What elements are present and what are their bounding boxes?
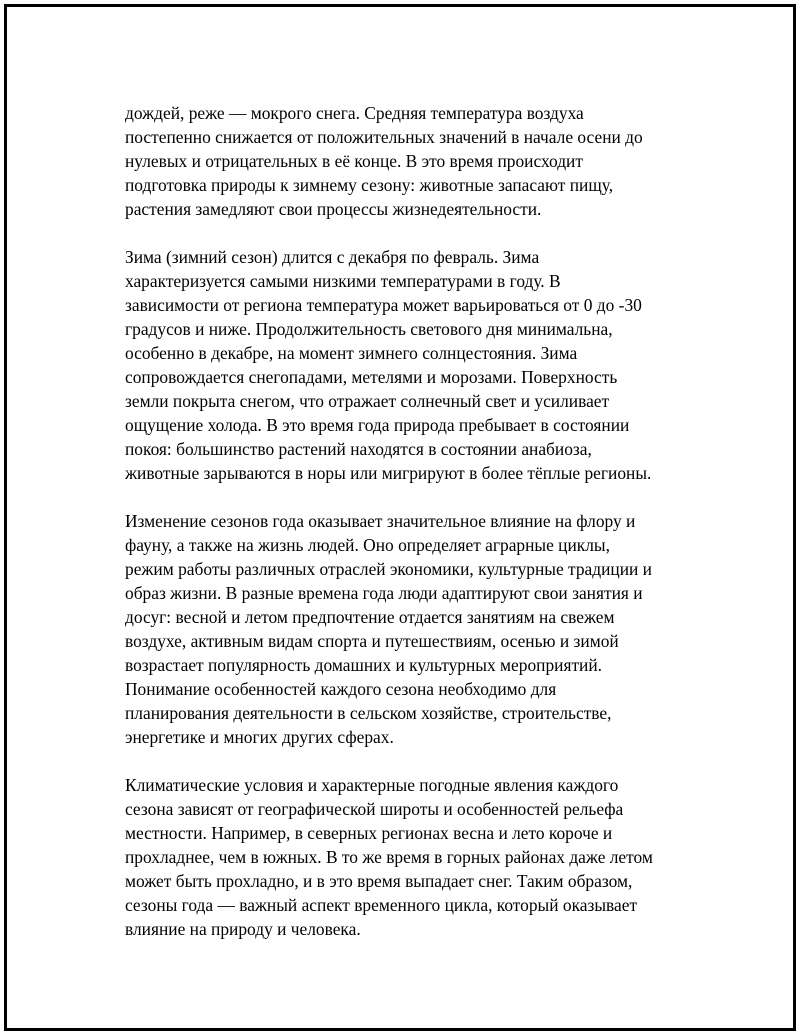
text-line: Климатические условия и характерные погодные явления каждого bbox=[125, 775, 619, 795]
text-line: энергетике и многих других сферах. bbox=[125, 727, 394, 747]
page-frame bbox=[4, 4, 796, 1031]
text-line: подготовка природы к зимнему сезону: животные запасают пищу, bbox=[125, 175, 614, 195]
paragraph-season-influence bbox=[125, 509, 725, 749]
text-line: характеризуется самыми низкими температурами в году. В bbox=[125, 271, 561, 291]
paragraph-climate bbox=[125, 773, 725, 941]
text-line: зависимости от региона температура может варьироваться от 0 до -30 bbox=[125, 295, 642, 315]
text-line: воздухе, активным видам спорта и путешествиям, осенью и зимой bbox=[125, 631, 619, 651]
text-column bbox=[125, 101, 725, 965]
text-line: режим работы различных отраслей экономики, культурные традиции и bbox=[125, 559, 652, 579]
text-line: Зима (зимний сезон) длится с декабря по февраль. Зима bbox=[125, 247, 540, 267]
text-line: местности. Например, в северных регионах весна и лето короче и bbox=[125, 823, 613, 843]
text-line: нулевых и отрицательных в её конце. В это время происходит bbox=[125, 151, 583, 171]
text-line: прохладнее, чем в южных. В то же время в горных районах даже летом bbox=[125, 847, 653, 867]
paragraph-autumn-end bbox=[125, 101, 725, 221]
text-line: растения замедляют свои процессы жизнедеятельности. bbox=[125, 199, 542, 219]
text-line: фауну, а также на жизнь людей. Оно определяет аграрные циклы, bbox=[125, 535, 610, 555]
paragraph-winter bbox=[125, 245, 725, 485]
text-line: Понимание особенностей каждого сезона необходимо для bbox=[125, 679, 557, 699]
text-line: земли покрыта снегом, что отражает солнечный свет и усиливает bbox=[125, 391, 610, 411]
text-line: планирования деятельности в сельском хозяйстве, строительстве, bbox=[125, 703, 612, 723]
text-line: может быть прохладно, и в это время выпадает снег. Таким образом, bbox=[125, 871, 633, 891]
text-line: сопровождается снегопадами, метелями и морозами. Поверхность bbox=[125, 367, 618, 387]
text-line: Изменение сезонов года оказывает значительное влияние на флору и bbox=[125, 511, 636, 531]
text-line: градусов и ниже. Продолжительность светового дня минимальна, bbox=[125, 319, 613, 339]
text-line: ощущение холода. В это время года природа пребывает в состоянии bbox=[125, 415, 630, 435]
text-line: дождей, реже — мокрого снега. Средняя температура воздуха bbox=[125, 103, 584, 123]
text-line: образ жизни. В разные времена года люди адаптируют свои занятия и bbox=[125, 583, 643, 603]
text-line: сезоны года — важный аспект временного цикла, который оказывает bbox=[125, 895, 638, 915]
text-line: сезона зависят от географической широты и особенностей рельефа bbox=[125, 799, 624, 819]
text-line: постепенно снижается от положительных значений в начале осени до bbox=[125, 127, 643, 147]
text-line: особенно в декабре, на момент зимнего солнцестояния. Зима bbox=[125, 343, 578, 363]
text-line: животные зарываются в норы или мигрируют в более тёплые регионы. bbox=[125, 463, 652, 483]
text-line: возрастает популярность домашних и культурных мероприятий. bbox=[125, 655, 603, 675]
text-line: влияние на природу и человека. bbox=[125, 919, 361, 939]
text-line: досуг: весной и летом предпочтение отдается занятиям на свежем bbox=[125, 607, 615, 627]
text-line: покоя: большинство растений находятся в состоянии анабиоза, bbox=[125, 439, 592, 459]
